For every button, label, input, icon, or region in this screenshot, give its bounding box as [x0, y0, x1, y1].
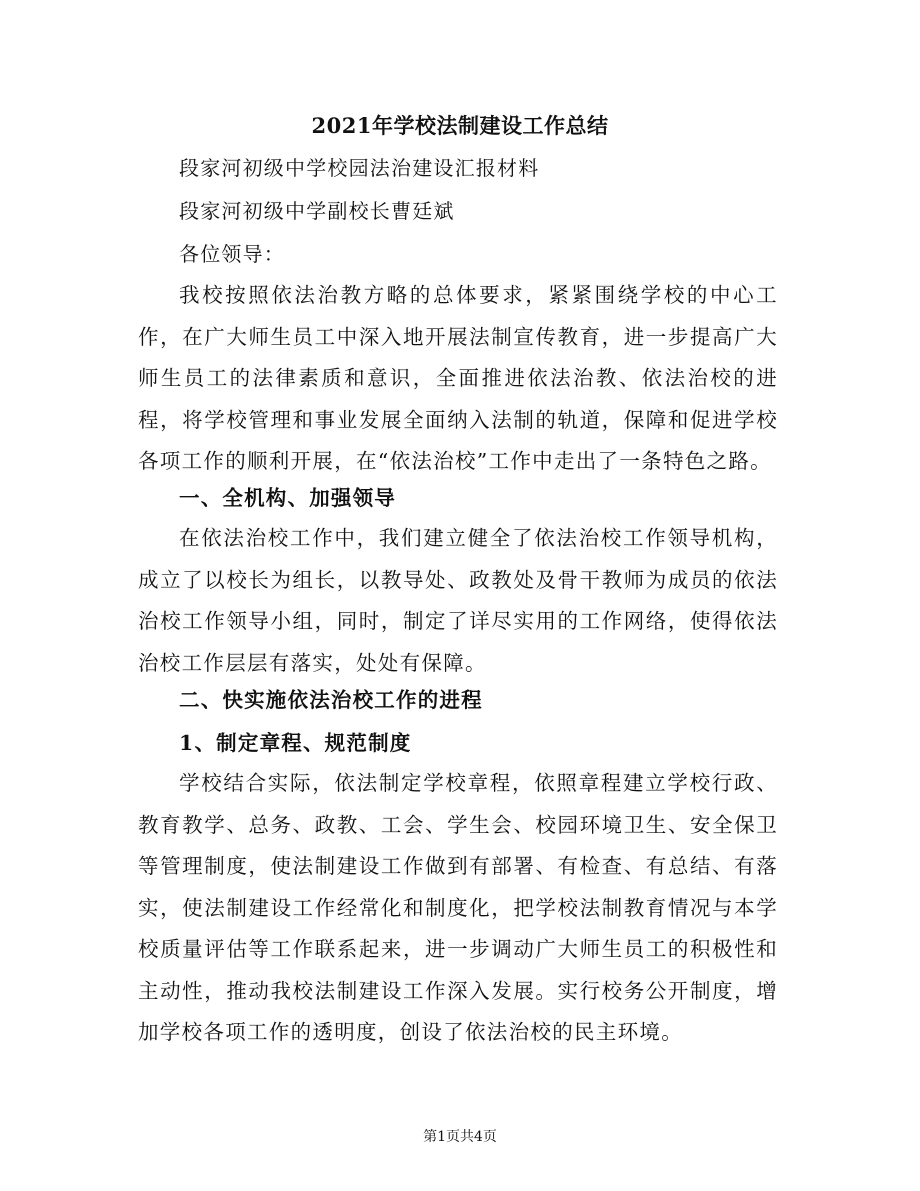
greeting: 各位领导： — [179, 242, 285, 266]
subtitle-school-report: 段家河初级中学校园法治建设汇报材料 — [179, 156, 540, 180]
section1-paragraph: 在依法治校工作中，我们建立健全了依法治校工作领导机构，成立了以校长为组长，以教导处、政教处及骨干教师为成员的依法治校工作领导小组，同时，制定了详尽实用的工作网络，使得依法治校工作层层有落实，处处有保障。 — [138, 526, 778, 675]
subtitle-author: 段家河初级中学副校长曹廷斌 — [179, 199, 455, 223]
document-title: 2021年学校法制建设工作总结 — [311, 113, 609, 138]
section1-heading: 一、全机构、加强领导 — [179, 486, 396, 510]
page-footer: 第1页共4页 — [423, 1129, 497, 1145]
intro-paragraph: 我校按照依法治教方略的总体要求，紧紧围绕学校的中心工作，在广大师生员工中深入地开展法制宣传教育，进一步提高广大师生员工的法律素质和意识，全面推进依法治教、依法治校的进程，将学校管理和事业发展全面纳入法制的轨道，保障和促进学校各项工作的顺利开展，在“依法治校”工作中走出了一条特色之路。 — [138, 283, 778, 473]
section2-sub1-heading: 1、制定章程、规范制度 — [179, 731, 412, 755]
section2-sub1-paragraph: 学校结合实际，依法制定学校章程，依照章程建立学校行政、教育教学、总务、政教、工会、学生会、校园环境卫生、安全保卫等管理制度，使法制建设工作做到有部署、有检查、有总结、有落实，使法制建设工作经常化和制度化，把学校法制教育情况与本学校质量评估等工作联系起来，进一步调动广大师生员工的积极性和主动性，推动我校法制建设工作深入发展。实行校务公开制度，增加学校各项工作的透明度，创设了依法治校的民主环境。 — [138, 771, 778, 1044]
section2-heading: 二、快实施依法治校工作的进程 — [179, 688, 483, 712]
